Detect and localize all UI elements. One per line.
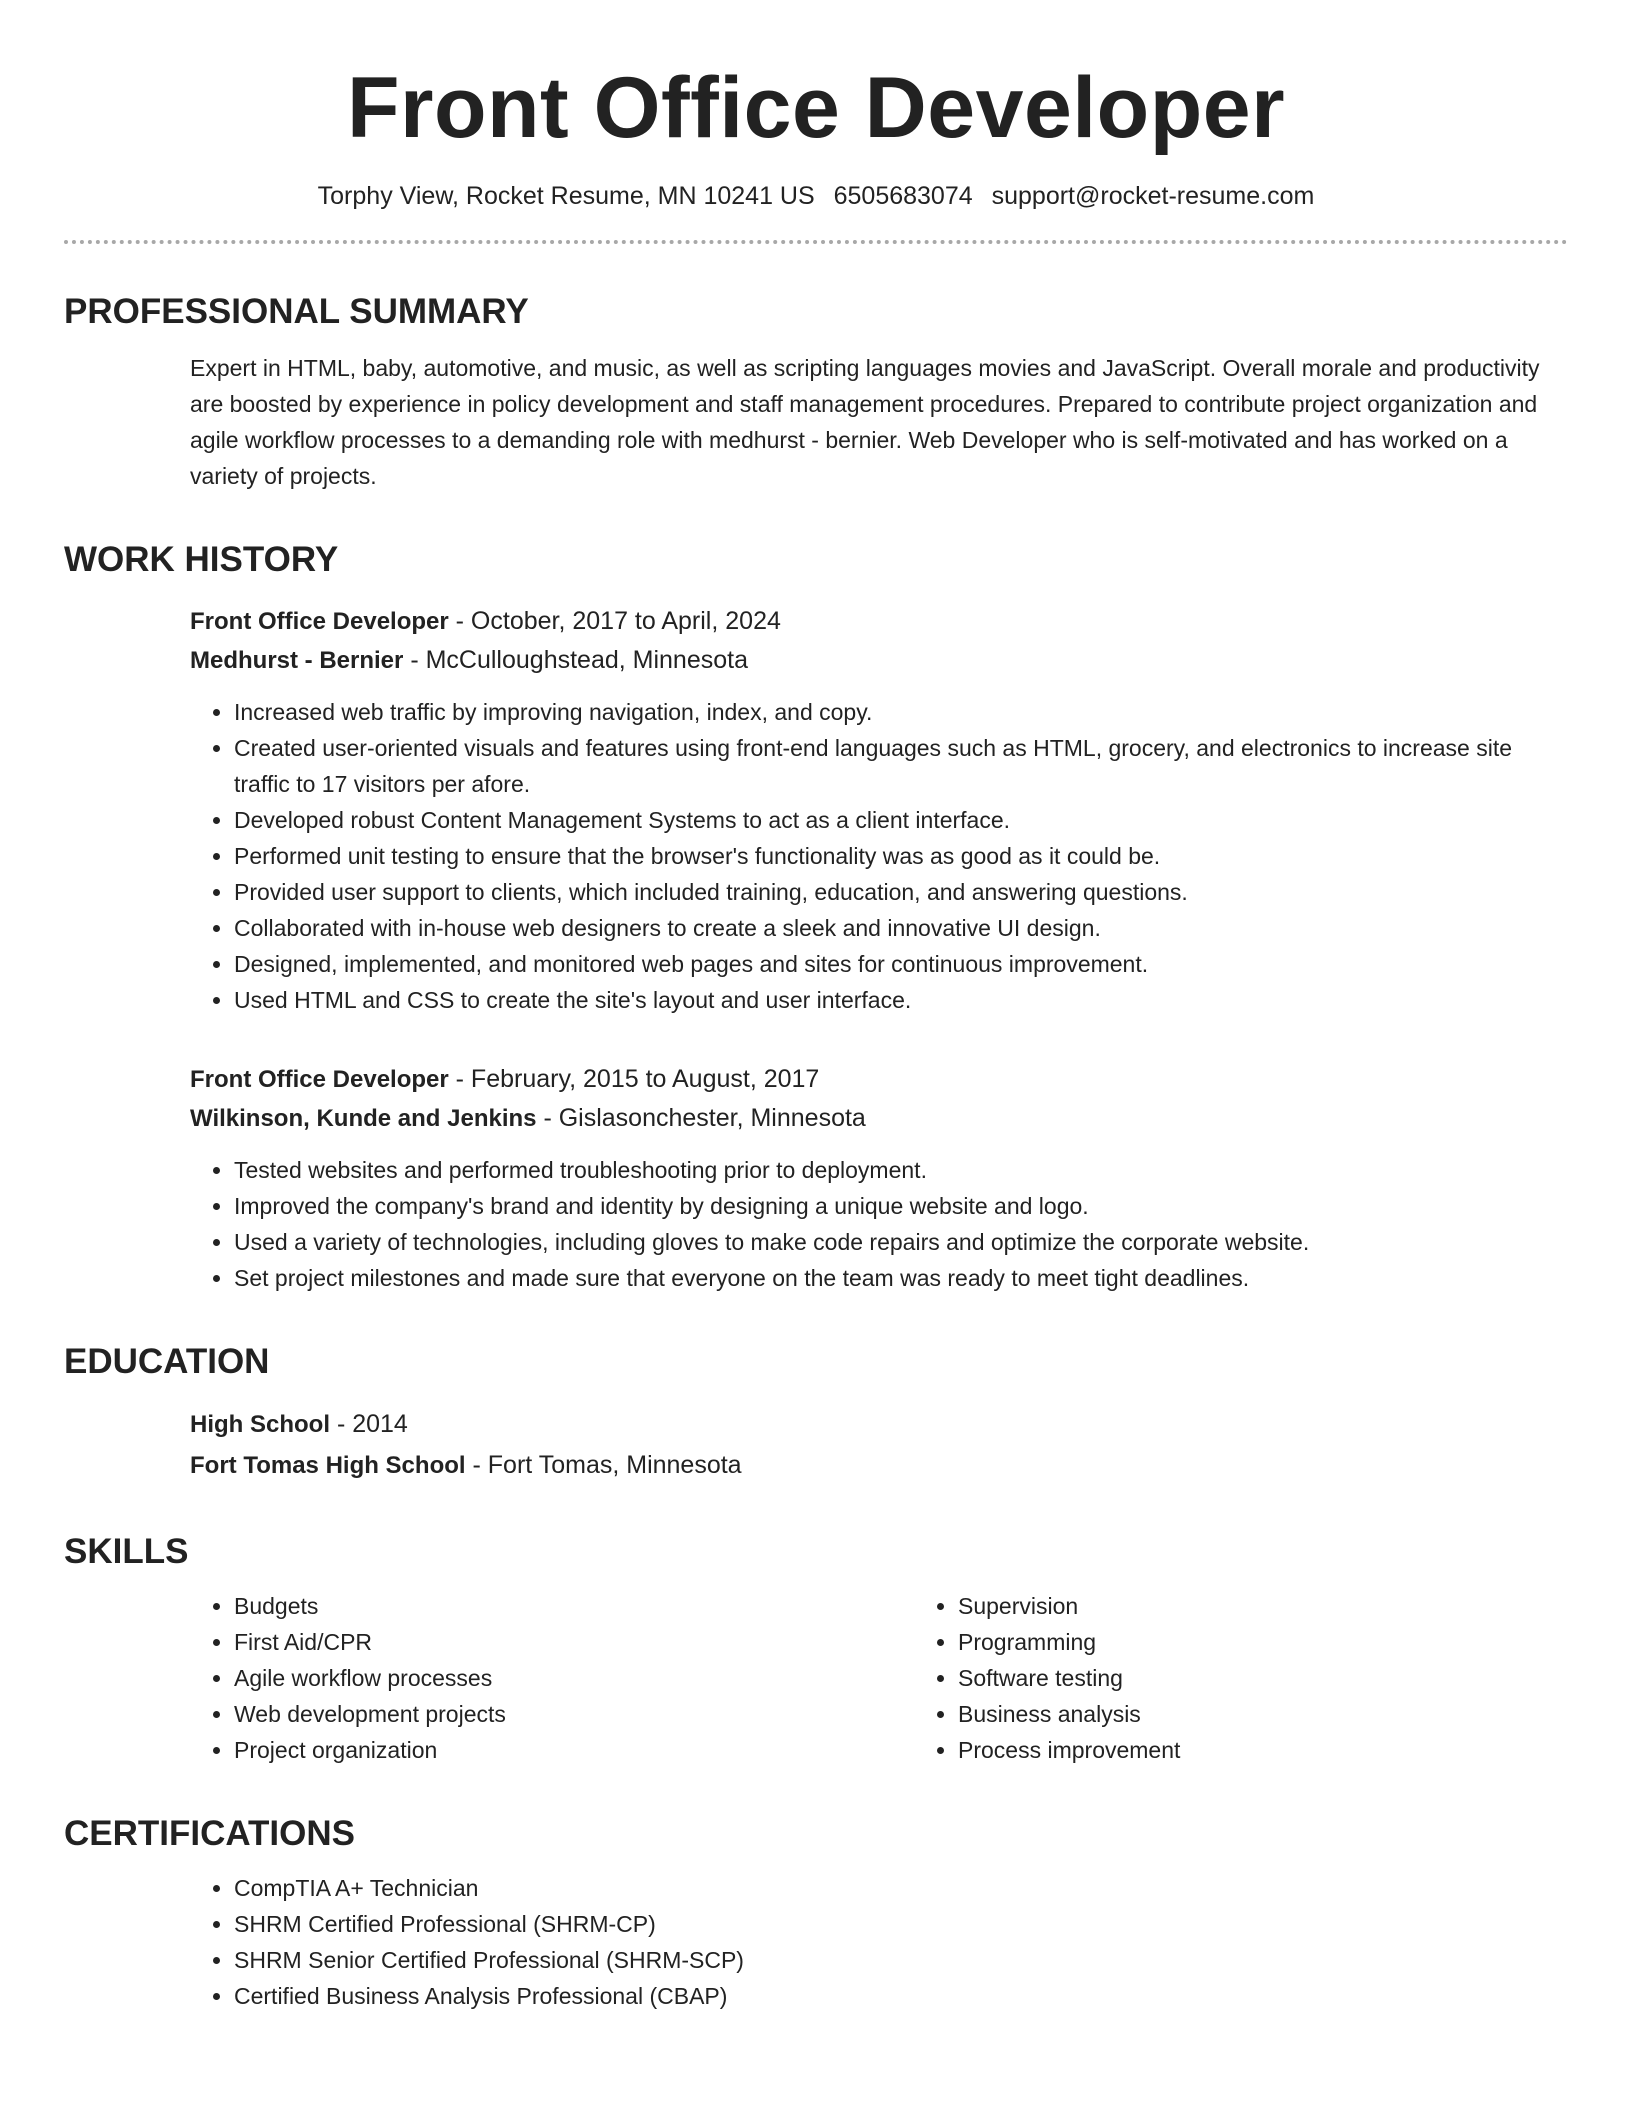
list-item: • Increased web traffic by improving navigation, index, and copy.	[234, 694, 1568, 730]
skills-columns	[190, 1588, 1568, 1768]
job-dates: - October, 2017 to April, 2024	[448, 607, 781, 635]
skills-left-list	[190, 1588, 914, 1768]
summary-text: Expert in HTML, baby, automotive, and music, as well as scripting languages movies and JavaScript. Overall morale and productivity are boosted by experience in policy development and staff management procedures. Prepared to contribute project organization and agile workflow processes to a demanding role with medhurst - bernier. Web Developer who is self-motivated and has worked on a variety of projects.	[190, 355, 1540, 489]
list-item: • Used HTML and CSS to create the site's layout and user interface.	[234, 982, 1568, 1018]
list-item: • Used a variety of technologies, including gloves to make code repairs and optimize the corporate website.	[234, 1224, 1568, 1260]
list-item: • First Aid/CPR	[234, 1624, 914, 1660]
list-item: • Performed unit testing to ensure that the browser's functionality was as good as it could be.	[234, 838, 1568, 874]
education-degree: High School	[190, 1411, 330, 1438]
contact-phone: 6505683074	[833, 182, 973, 210]
list-item: • Provided user support to clients, which included training, education, and answering questions.	[234, 874, 1568, 910]
education-school-line	[190, 1445, 1568, 1486]
education-degree-line	[190, 1404, 1568, 1445]
list-item: • Set project milestones and made sure that everyone on the team was ready to meet tight deadlines.	[234, 1260, 1568, 1296]
education-section	[64, 1340, 1568, 1486]
job-location: - Gislasonchester, Minnesota	[536, 1104, 866, 1132]
summary-section	[64, 290, 1568, 494]
job-role-line	[190, 602, 1568, 641]
contact-email: support@rocket-resume.com	[991, 182, 1315, 210]
list-item: • Developed robust Content Management Systems to act as a client interface.	[234, 802, 1568, 838]
skills-right-list	[914, 1588, 1558, 1768]
skills-title: SKILLS	[64, 1532, 189, 1571]
list-item: • Designed, implemented, and monitored web pages and sites for continuous improvement.	[234, 946, 1568, 982]
job-role-line	[190, 1060, 1568, 1099]
header-divider	[64, 240, 1568, 244]
contact-line	[64, 180, 1568, 212]
resume-name: Front Office Developer	[346, 60, 1286, 156]
list-item: • SHRM Certified Professional (SHRM-CP)	[234, 1906, 1568, 1942]
list-item: • CompTIA A+ Technician	[234, 1870, 1568, 1906]
list-item: • Budgets	[234, 1588, 914, 1624]
list-item: • Project organization	[234, 1732, 914, 1768]
contact-address: Torphy View, Rocket Resume, MN 10241 US	[317, 182, 815, 210]
list-item: • Process improvement	[958, 1732, 1558, 1768]
resume-page	[64, 0, 1568, 2014]
job-bullets	[190, 1152, 1568, 1296]
education-title: EDUCATION	[64, 1342, 270, 1381]
certifications-title: CERTIFICATIONS	[64, 1814, 356, 1853]
job-company: Medhurst - Bernier	[190, 647, 404, 674]
job-company-line	[190, 1099, 1568, 1138]
certifications-body	[190, 1870, 1568, 2014]
list-item: • SHRM Senior Certified Professional (SHRM-SCP)	[234, 1942, 1568, 1978]
job-entry	[190, 1060, 1568, 1296]
job-location: - McCulloughstead, Minnesota	[403, 646, 748, 674]
work-title: WORK HISTORY	[64, 540, 339, 579]
list-item: • Supervision	[958, 1588, 1558, 1624]
list-item: • Certified Business Analysis Professional (CBAP)	[234, 1978, 1568, 2014]
list-item: • Collaborated with in-house web designers to create a sleek and innovative UI design.	[234, 910, 1568, 946]
job-role: Front Office Developer	[190, 1066, 449, 1093]
job-company: Wilkinson, Kunde and Jenkins	[190, 1105, 537, 1132]
list-item: • Agile workflow processes	[234, 1660, 914, 1696]
list-item: • Improved the company's brand and identity by designing a unique website and logo.	[234, 1188, 1568, 1224]
education-location: - Fort Tomas, Minnesota	[465, 1451, 742, 1479]
summary-title: PROFESSIONAL SUMMARY	[64, 292, 529, 331]
list-item: • Web development projects	[234, 1696, 914, 1732]
list-item: • Business analysis	[958, 1696, 1558, 1732]
skills-section	[64, 1530, 1568, 1768]
job-bullets	[190, 694, 1568, 1018]
job-role: Front Office Developer	[190, 608, 449, 635]
education-year: - 2014	[330, 1410, 408, 1438]
list-item: • Software testing	[958, 1660, 1558, 1696]
list-item: • Programming	[958, 1624, 1558, 1660]
education-school: Fort Tomas High School	[190, 1452, 466, 1479]
certifications-section	[64, 1812, 1568, 2014]
work-section	[64, 538, 1568, 1296]
list-item: • Tested websites and performed troubleshooting prior to deployment.	[234, 1152, 1568, 1188]
list-item: • Created user-oriented visuals and features using front-end languages such as HTML, grocery, and electronics to increase site traffic to 17 visitors per afore.	[234, 730, 1568, 802]
certifications-list	[190, 1870, 1568, 2014]
job-company-line	[190, 641, 1568, 680]
job-entry	[190, 602, 1568, 1018]
job-dates: - February, 2015 to August, 2017	[448, 1065, 820, 1093]
education-entry	[190, 1404, 1568, 1486]
